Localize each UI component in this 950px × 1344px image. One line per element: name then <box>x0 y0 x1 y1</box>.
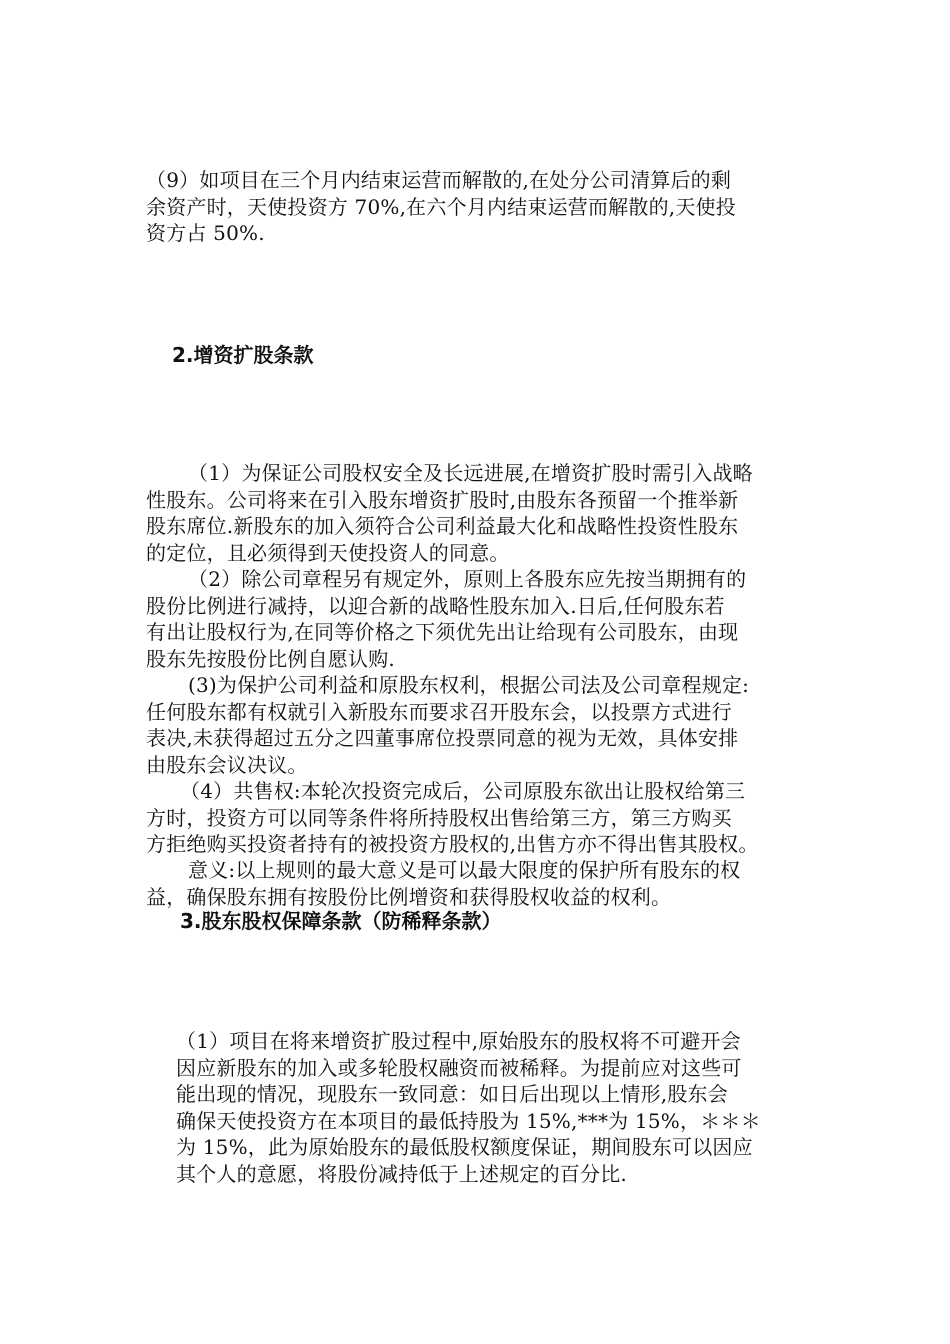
text-line: 有出让股权行为,在同等价格之下须优先出让给现有公司股东，由现 <box>146 620 739 644</box>
text-line: 为 15%，此为原始股东的最低股权额度保证，期间股东可以因应 <box>176 1135 753 1159</box>
text-line: 性股东。公司将来在引入股东增资扩股时,由股东各预留一个推举新 <box>146 487 739 512</box>
text-line: （9）如项目在三个月内结束运营而解散的,在处分公司清算后的剩 <box>146 168 732 192</box>
text-line: (3)为保护公司利益和原股东权利，根据公司法及公司章程规定: <box>188 673 750 697</box>
clause-2-4-paragraph <box>146 778 759 858</box>
text-line: （4）共售权:本轮次投资完成后，公司原股东欲出让股权给第三 <box>180 779 746 803</box>
clause-3-1-paragraph <box>176 1028 761 1187</box>
text-line: 的定位，且必须得到天使投资人的同意。 <box>146 540 510 565</box>
text-line: 益，确保股东拥有按股份比例增资和获得股权收益的权利。 <box>146 884 672 909</box>
clause-2-2-paragraph <box>146 566 746 672</box>
text-line: 方拒绝购买投资者持有的被投资方股权的,出售方亦不得出售其股权。 <box>146 832 759 856</box>
text-line: 股份比例进行减持，以迎合新的战略性股东加入.日后,任何股东若 <box>146 593 725 618</box>
text-line: 因应新股东的加入或多轮股权融资而被稀释。为提前应对这些可 <box>176 1055 742 1080</box>
text-line: 股东先按股份比例自愿认购. <box>146 646 395 671</box>
text-line: 能出现的情况，现股东一致同意：如日后出现以上情形,股东会 <box>176 1082 728 1106</box>
text-line: 由股东会议决议。 <box>146 752 308 777</box>
text-line: 其个人的意愿，将股份减持低于上述规定的百分比. <box>176 1161 627 1186</box>
text-line: （2）除公司章程另有规定外，原则上各股东应先按当期拥有的 <box>188 567 747 591</box>
text-line: 余资产时，天使投资方 70%,在六个月内结束运营而解散的,天使投 <box>146 194 736 219</box>
text-line: 意义:以上规则的最大意义是可以最大限度的保护所有股东的权 <box>188 858 741 882</box>
clause-2-3-paragraph <box>146 672 749 778</box>
section-heading-capital-increase: 2.增资扩股条款 <box>172 343 314 367</box>
clause-9-paragraph <box>146 167 736 247</box>
text-line: （1）为保证公司股权安全及长远进展,在增资扩股时需引入战略 <box>188 461 753 485</box>
text-line: 任何股东都有权就引入新股东而要求召开股东会，以投票方式进行 <box>146 699 732 724</box>
text-line: 方时，投资方可以同等条件将所持股权出售给第三方，第三方购买 <box>146 805 732 830</box>
section-heading-anti-dilution: 3.股东股权保障条款（防稀释条款） <box>180 909 502 933</box>
text-line: （1）项目在将来增资扩股过程中,原始股东的股权将不可避开会 <box>176 1029 741 1053</box>
clause-2-1-paragraph <box>146 460 753 566</box>
text-line: 表决,未获得超过五分之四董事席位投票同意的视为无效，具体安排 <box>146 726 739 750</box>
significance-paragraph <box>146 857 740 910</box>
text-line: 资方占 50%. <box>146 221 265 245</box>
text-line: 确保天使投资方在本项目的最低持股为 15%,***为 15%，＊＊＊ <box>176 1108 761 1133</box>
text-line: 股东席位.新股东的加入须符合公司利益最大化和战略性投资性股东 <box>146 514 739 538</box>
